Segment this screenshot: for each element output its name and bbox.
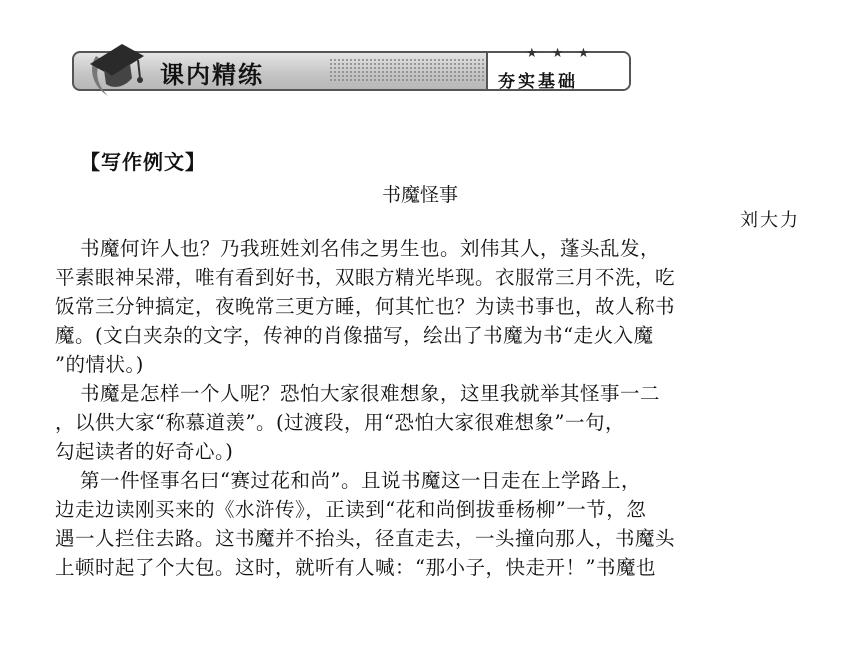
essay-line: 上顿时起了个大包。这时，就听有人喊：“那小子，快走开！”书魔也 <box>55 556 656 579</box>
banner-dot-pattern <box>329 58 489 82</box>
essay-line: 饭常三分钟搞定，夜晚常三更方睡，何其忙也？为读书事也，故人称书 <box>55 295 676 318</box>
essay-line: 勾起读者的好奇心。) <box>55 440 234 463</box>
essay-line: ，以供大家“称慕道羡”。(过渡段，用“恐怕大家很难想象”一句， <box>55 411 625 434</box>
banner-subtitle: 夯实基础 <box>498 72 578 92</box>
graduation-cap-icon <box>82 38 152 100</box>
essay-line: 第一件怪事名曰“赛过花和尚”。且说书魔这一日走在上学路上， <box>80 469 641 492</box>
essay-line: 魔。(文白夹杂的文字，传神的肖像描写，绘出了书魔为书“走火入魔 <box>55 324 654 347</box>
essay-line: 书魔何许人也？乃我班姓刘名伟之男生也。刘伟其人，蓬头乱发， <box>80 237 661 260</box>
essay-line: 平素眼神呆滞，唯有看到好书，双眼方精光毕现。衣服常三月不洗，吃 <box>55 266 676 289</box>
essay-author: 刘大力 <box>740 210 800 231</box>
banner-title: 课内精练 <box>160 61 264 89</box>
essay-title: 书魔怪事 <box>382 184 459 206</box>
essay-line: 遇一人拦住去路。这书魔并不抬头，径直走去，一头撞向那人，书魔头 <box>55 527 676 550</box>
section-banner <box>0 0 860 110</box>
rating-stars: ★ ★ ★ <box>526 46 595 61</box>
essay-line: ”的情状。) <box>55 353 144 376</box>
section-label: 【写作例文】 <box>80 150 206 174</box>
essay-line: 书魔是怎样一个人呢？恐怕大家很难想象，这里我就举其怪事一二 <box>80 382 661 405</box>
essay-line: 边走边读刚买来的《水浒传》，正读到“花和尚倒拔垂杨柳”一节，忽 <box>55 498 647 521</box>
